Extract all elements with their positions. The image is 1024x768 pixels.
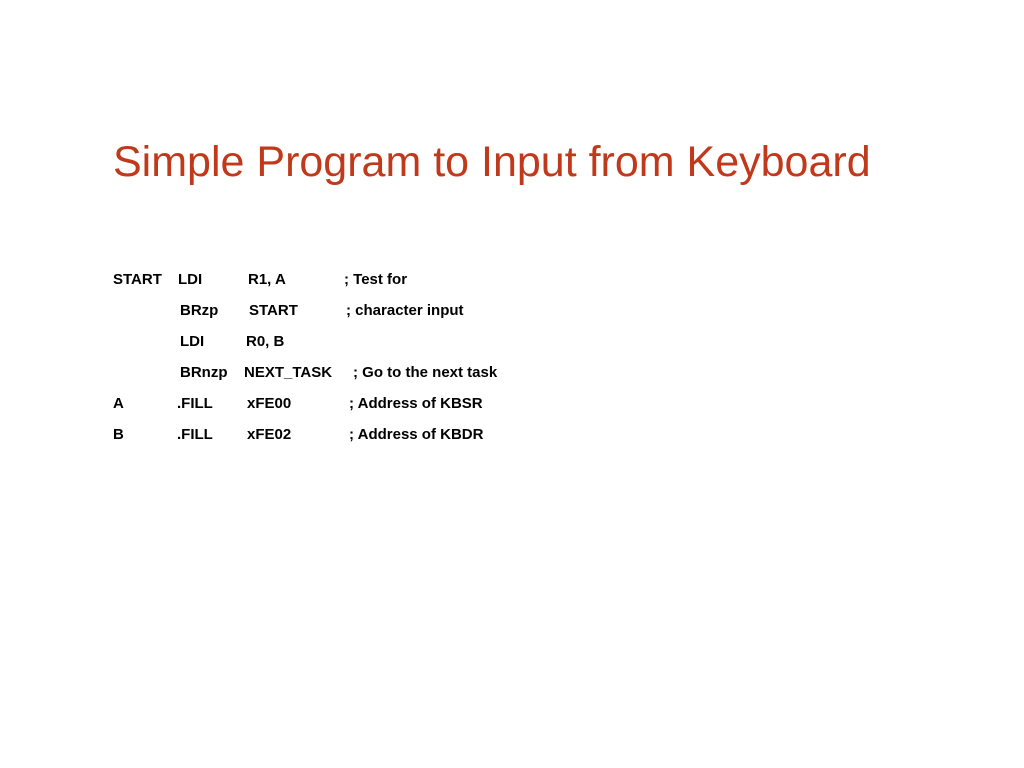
code-line bbox=[113, 270, 713, 301]
code-operands: R0, B bbox=[246, 333, 285, 350]
code-line bbox=[113, 363, 713, 394]
code-line bbox=[113, 425, 713, 456]
code-operands: NEXT_TASK bbox=[244, 364, 333, 381]
code-label: A bbox=[113, 395, 124, 412]
code-comment: ; Address of KBSR bbox=[349, 395, 483, 412]
code-opcode: .FILL bbox=[177, 395, 213, 412]
code-opcode: .FILL bbox=[177, 426, 213, 443]
code-label: B bbox=[113, 426, 124, 443]
code-opcode: LDI bbox=[180, 333, 205, 350]
code-opcode: LDI bbox=[178, 271, 203, 288]
code-comment: ; Go to the next task bbox=[353, 364, 498, 381]
code-operands: R1, A bbox=[248, 271, 286, 288]
code-comment: ; character input bbox=[346, 302, 464, 319]
code-label: START bbox=[113, 271, 162, 288]
code-line bbox=[113, 394, 713, 425]
code-line bbox=[113, 332, 713, 363]
code-operands: xFE02 bbox=[247, 426, 292, 443]
code-comment: ; Address of KBDR bbox=[349, 426, 484, 443]
code-opcode: BRnzp bbox=[180, 364, 228, 381]
code-line bbox=[113, 301, 713, 332]
code-operands: START bbox=[249, 302, 298, 319]
code-operands: xFE00 bbox=[247, 395, 292, 412]
code-opcode: BRzp bbox=[180, 302, 219, 319]
slide-title: Simple Program to Input from Keyboard bbox=[113, 138, 871, 186]
code-listing bbox=[113, 270, 713, 456]
code-comment: ; Test for bbox=[344, 271, 408, 288]
